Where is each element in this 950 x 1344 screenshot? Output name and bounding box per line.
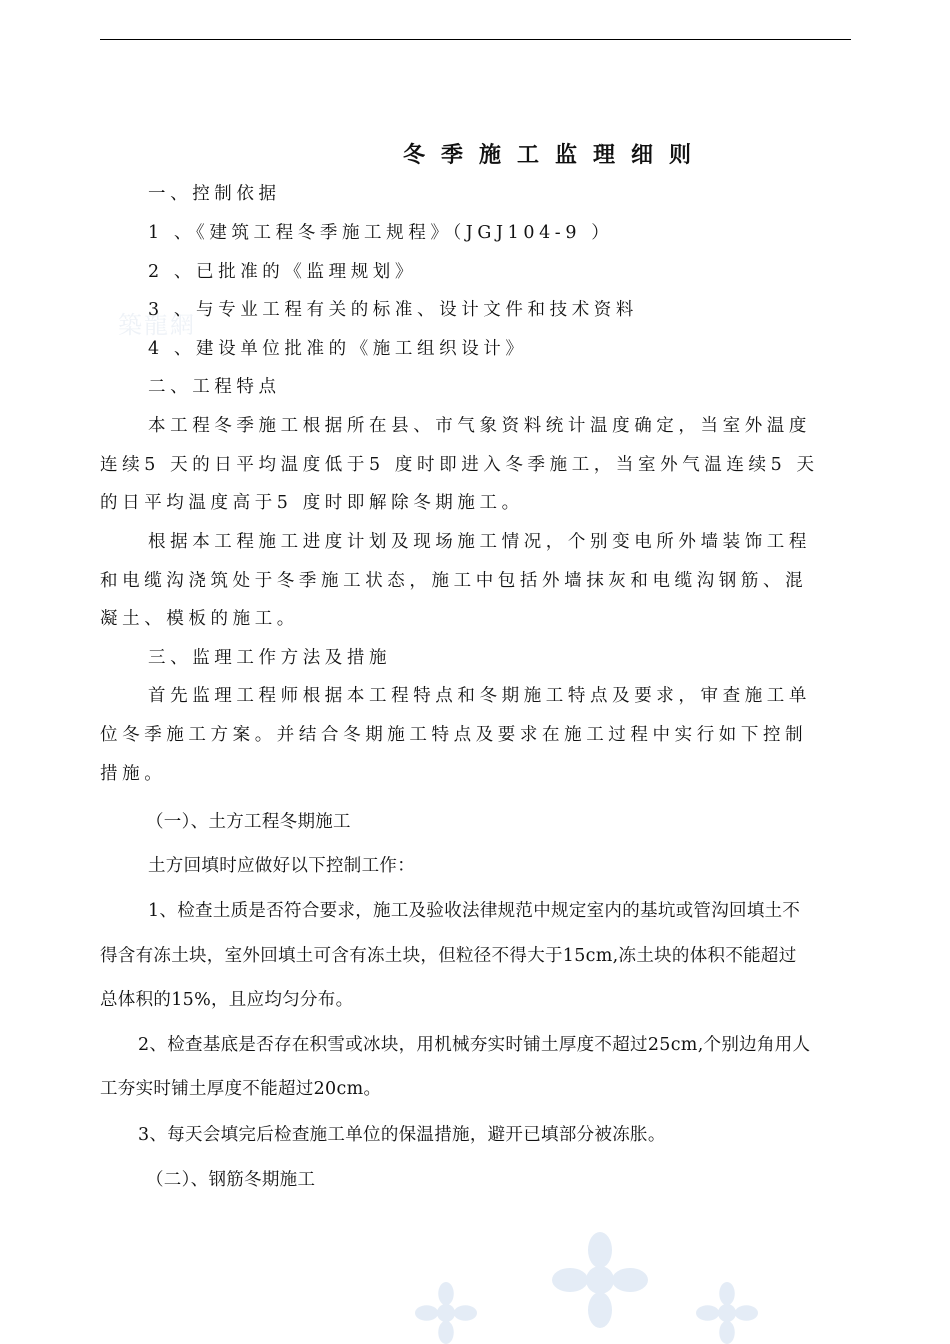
list-item: 4 、建设单位批准的《施工组织设计》: [148, 339, 528, 359]
paragraph-line: 工夯实时铺土厚度不能超过20cm。: [100, 1079, 382, 1099]
paragraph-line: 根据本工程施工进度计划及现场施工情况，个别变电所外墙装饰工程: [148, 532, 811, 552]
paragraph-line: 凝土、模板的施工。: [100, 609, 299, 629]
watermark-text: 築龍網: [118, 311, 196, 339]
subsection-heading: （二）、钢筋冬期施工: [146, 1170, 316, 1190]
list-item: 1 、《建筑工程冬季施工规程》（JGJ104-9 ）: [148, 223, 614, 243]
paragraph-line: 本工程冬季施工根据所在县、市气象资料统计温度确定，当室外温度: [148, 416, 811, 436]
header-rule: [100, 39, 851, 40]
paragraph-line: 总体积的15%，且应均匀分布。: [100, 990, 354, 1010]
watermark-flower-icon: [552, 1232, 648, 1328]
watermark-flower-icon: [415, 1282, 477, 1344]
list-item: 3 、与专业工程有关的标准、设计文件和技术资料: [148, 300, 638, 320]
paragraph-line: 土方回填时应做好以下控制工作：: [148, 856, 415, 876]
paragraph-line: 得含有冻土块，室外回填土可含有冻土块，但粒径不得大于15cm,冻土块的体积不能超过: [100, 946, 797, 966]
paragraph-line: 的日平均温度高于5 度时即解除冬期施工。: [100, 493, 524, 513]
document-title: 冬季施工监理细则: [403, 142, 708, 168]
paragraph-line: 2、检查基底是否存在积雪或冰块，用机械夯实时铺土厚度不超过25cm,个别边角用人: [138, 1035, 811, 1055]
paragraph-line: 首先监理工程师根据本工程特点和冬期施工特点及要求，审查施工单: [148, 686, 811, 706]
list-item: 2 、已批准的《监理规划》: [148, 262, 417, 282]
section-heading: 二、工程特点: [148, 377, 281, 397]
paragraph-line: 连续5 天的日平均温度低于5 度时即进入冬季施工，当室外气温连续5 天: [100, 455, 819, 475]
paragraph-line: 措施。: [100, 764, 167, 784]
watermark-flower-icon: [696, 1282, 758, 1344]
paragraph-line: 和电缆沟浇筑处于冬季施工状态，施工中包括外墙抹灰和电缆沟钢筋、混: [100, 571, 808, 591]
subsection-heading: （一）、土方工程冬期施工: [146, 812, 351, 832]
section-heading: 三、监理工作方法及措施: [148, 648, 392, 668]
paragraph-line: 位冬季施工方案。并结合冬期施工特点及要求在施工过程中实行如下控制: [100, 725, 808, 745]
paragraph-line: 3、每天会填完后检查施工单位的保温措施，避开已填部分被冻胀。: [138, 1125, 666, 1145]
section-heading: 一、控制依据: [148, 184, 281, 204]
paragraph-line: 1、检查土质是否符合要求，施工及验收法律规范中规定室内的基坑或管沟回填土不: [148, 901, 801, 921]
